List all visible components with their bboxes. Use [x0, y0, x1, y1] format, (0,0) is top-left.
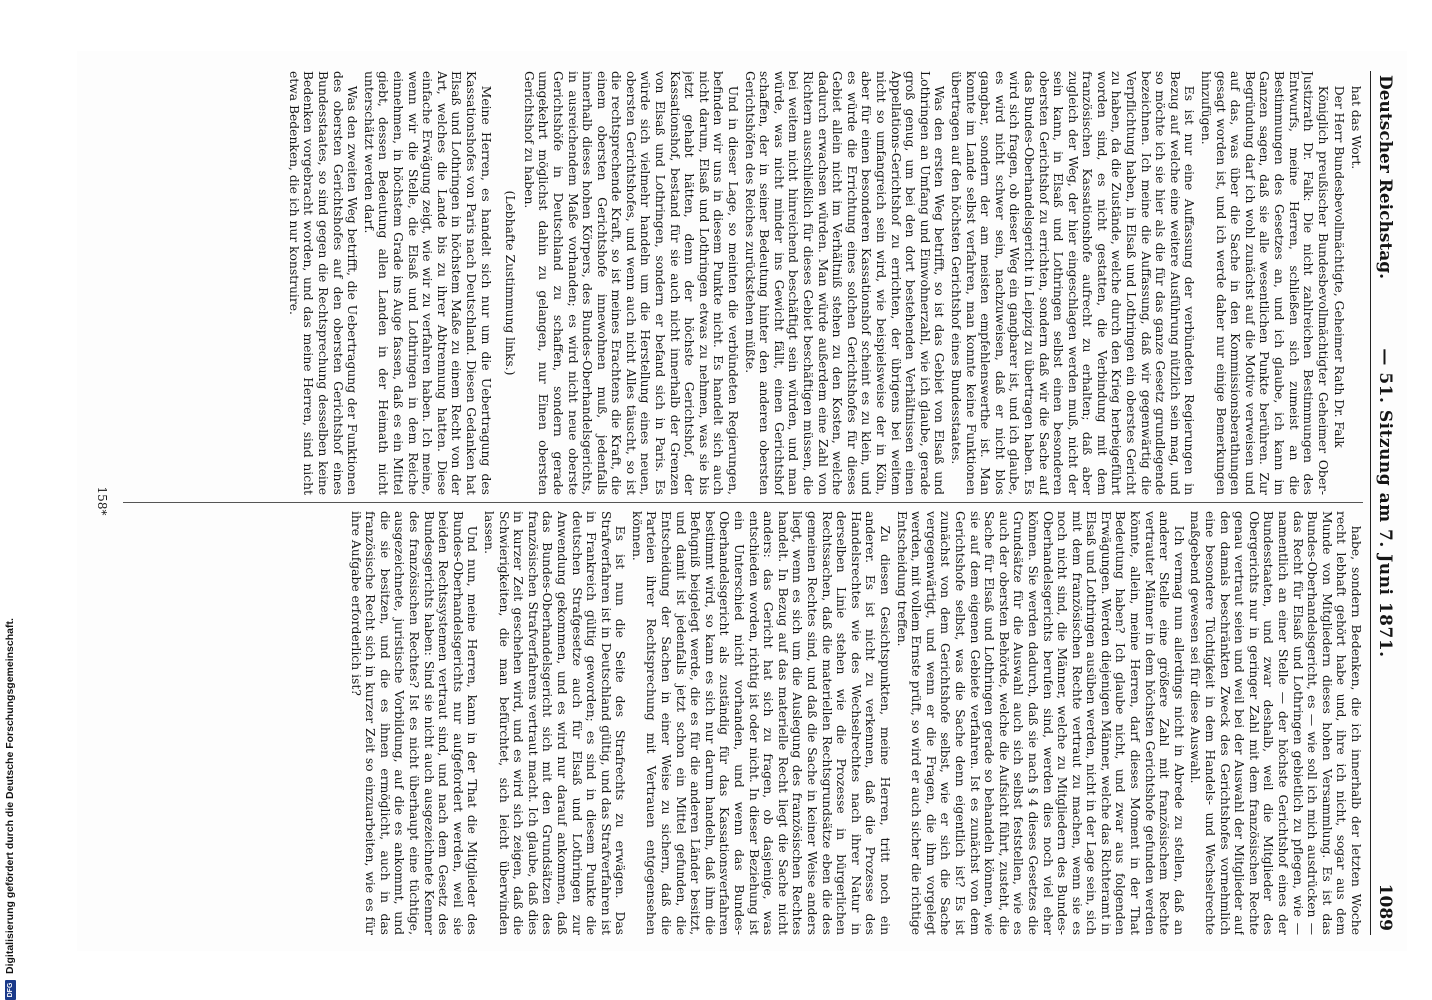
- header-publication: Deutscher Reichstag.: [1375, 75, 1395, 280]
- left-text-column: [123, 71, 1363, 495]
- paragraph: habe, sondern Bedenken, die ich innerhalb der letzten Woche recht lebhaft gehört habe und, ihre ich nicht, sogar aus dem Munde von Mitgliedern dieses hohen Versammlung. Es ist das Bundes-Oberhandelsgericht, es — wie soll ich mich ausdrücken — das Recht für Elsaß und Lothringen gebietlich zu pflegen, wie — namentlich an einer Stelle — der höchste Gerichtshof eines der Bundesstaaten, und zwar deshalb, weil die Mitglieder des Obergerichts nur in geringer Zahl mit dem französischen Rechte genau vertraut seien und weil bei der Auswahl der Mitglieder auf den damals beschränkten Zweck des Gerichtshofes vornehmlich eine besondere Tüchtigkeit in dem Handels- und Wechselrechte maßgebend gewesen sei für diese Auswahl.: [1188, 511, 1363, 935]
- dfg-logo: DFG: [5, 980, 16, 1000]
- header-session: — 51. Sitzung am 7. Juni 1871.: [1375, 348, 1395, 658]
- header-page-number: 1089: [1375, 883, 1395, 931]
- scanned-page-container: [66, 26, 1418, 976]
- applause-note: (Lebhafte Zustimmung links.): [503, 190, 518, 376]
- credit-text: Digitalisierung gefördert durch die Deutsche Forschungsgemeinschaft.: [4, 618, 16, 974]
- running-header: [1370, 71, 1397, 935]
- paragraph: Zu diesen Gesichtspunkten, meine Herren, tritt noch ein anderer. Es ist nicht zu verkennen, daß die Prozesse des Handelsrechtes wie des Wechselrechtes nach ihrer Natur in derselben Linie stehen wie die Prozesse in bürgerlichen Rechtssachen, daß die materiellen Rechtsgrundsätze eben die des gemeinen Rechtes sind, und daß die Sache in keiner Weise anders liegt, wenn es sich um die Auslegung des französischen Rechtes handelt. In Bezug auf das materielle Recht liegt die Sache nicht anders: das Gericht hat sich zu fragen, ob dasjenige, was entschieden worden, richtig ist oder nicht. In dieser Beziehung ist ein Unterschied nicht vorhanden, und wenn das Bundes-Oberhandelsgericht als zuständig für das Kassationsverfahren bestimmt wird, so kann es sich nur darum handeln, daß ihm die Befugniß beigelegt werde, die es für die anderen Länder besitzt, und damit ist jedenfalls jetzt schon ein Mittel gefunden, die Entscheidung der Sachen in einer Weise zu sichern, daß die Parteien ihrer Rechtsprechung mit Vertrauen entgegensehen können.: [629, 511, 892, 935]
- paragraph: Was den zweiten Weg betrifft, die Uebertragung der Funktionen des obersten Gerichtshofes auf den obersten Gerichtshof eines Bundesstaates, so sind gegen die Rechtsprechung desselben keine Bedenken vorgebracht worden, und das meine Herren, sind nicht etwa Bedenken, die ich nur konstruire.: [286, 71, 360, 495]
- paragraph: hat das Wort.: [1349, 85, 1363, 170]
- scanned-page: [77, 51, 1407, 951]
- right-text-column: [123, 511, 1363, 935]
- paragraph: Es ist nur eine Auffassung der verbündeten Regierungen in Bezug auf welche eine weitere Ausführung nützlich sein mag, und so möchte ich sie hier als die für das ganze Gesetz grundlegende bezeichnen. Ich meine die Auffassung, daß wir gegenwärtig die Verpflichtung haben, in Elsaß und Lothringen ein oberstes Gericht zu haben, da die Zustände, welche durch den Krieg herbeigeführt worden sind, es nicht gestatten, die Verbindung mit dem französischen Kassationshofe aufrecht zu erhalten; daß aber zugleich der Weg, der hier eingeschlagen werden muß, nicht der sein kann, in Elsaß und Lothringen selbst einen besonderen obersten Gerichtshof zu errichten, sondern daß wir die Sache auf das Bundes-Oberhandelsgericht in Leipzig zu übertragen haben. Es wird sich fragen, ob dieser Weg ein gangbarer ist, und ich glaube, es wird nicht schwer sein, nachzuweisen, daß er nicht blos gangbar, sondern der am meisten empfehlenswerthe ist. Man konnte im Lande selbst verfahren, man konnte keine Funktionen übertragen auf den höchsten Gerichtshof eines Bundesstaates.: [948, 71, 1197, 495]
- paragraph: Es ist nun die Seite des Strafrechts zu erwägen. Das Strafverfahren ist in Deutschland gültig, und das Strafverfahren ist in Frankreich gültig geworden; es sind in diesem Punkte die deutschen Strafgesetze auch für Elsaß und Lothringen zur Anwendung gekommen, und es wird nur darauf ankommen, daß das Bundes-Oberhandelsgericht sich mit den Grundsätzen des französischen Strafverfahrens vertraut macht. Ich glaube, daß dies in kurzer Zeit geschehen wird, und es wird sich zeigen, daß die Schwierigkeiten, die man befürchtet, sich leicht überwinden lassen.: [481, 511, 628, 935]
- paragraph: Ich vermag nun allerdings nicht in Abrede zu stellen, daß an anderer Stelle eine größere Zahl mit französischem Rechte vertrauter Männer in dem höchsten Gerichtshofe gefunden werden könnte, allein, meine Herren, darf dieses Moment in der That Bedeutung haben? Ich glaube nicht, und zwar aus folgenden Erwägungen. Werden diejenigen Männer, welche das Richteramt in Elsaß und Lothringen ausüben werden, nicht in der Lage sein, sich mit dem französischen Rechte vertraut zu machen, wenn sie es noch nicht sind, die Männer, welche zu Mitgliedern des Bundes-Oberhandelsgerichts berufen sind, werden dies noch viel eher können. Sie werden dadurch, daß sie nach § 4 dieses Gesetzes die Grundsätze für die Auswahl auch sich selbst feststellen, wie es auch der obersten Behörde, welche die Aufsicht führt, zusteht, die Sache für Elsaß und Lothringen gerade so behandeln können, wie sie auf dem eigenen Gebiete verfahren. Ist es zunächst von dem Gerichtshofe selbst, was die Sache denn eigentlich ist? Es ist zunächst von dem Gerichtshofe selbst, wie er sich die Sache vergegenwärtigt, und wenn er die Fragen, die ihm vorgelegt werden, mit vollem Ernste prüft, so wird er auch sicher die richtige Entscheidung treffen.: [894, 511, 1186, 935]
- paragraph: Und in dieser Lage, so meinten die verbündeten Regierungen, befinden wir uns in diesem Punkte nicht. Es handelt sich auch nicht darum, Elsaß und Lothringen etwas zu nehmen, was sie bis jetzt gehabt hätten, denn der höchste Gerichtshof, der Kassationshof, bestand für sie auch nicht innerhalb der Grenzen von Elsaß und Lothringen, sondern er befand sich in Paris. Es würde sich vielmehr handeln um die Herstellung eines neuen, obersten Gerichtshofes, und wenn auch nicht Alles täuscht, so ist die rechtsprechende Kraft, so ist meines Erachtens die Kraft, die einem obersten Gerichtshofe innewohnen muß, jedenfalls innerhalb dieses hohen Körpers, des Bundes-Oberhandelsgerichts, in ausreichendem Maße vorhanden; es wird nicht neue oberste Gerichtshöfe in Deutschland zu schaffen, sondern gerade umgekehrt möglichst dahin zu gelangen, nur Einen obersten Gerichtshof zu haben.: [521, 71, 741, 495]
- paragraph: Der Herr Bundesbevollmächtigte, Geheimer Rath Dr. Falk: [1332, 85, 1347, 448]
- paragraph: Und nun, meine Herren, kann in der That die Mitglieder des Bundes-Oberhandelsgerichts nur aufgefordert werden, weil sie beiden Rechtssystemen vertraut sind, und nach dem Gesetz des Bundesgerichts haben: Sind sie nicht auch ausgezeichnete Kenner des französischen Rechtes? Ist es nicht überhaupt eine tüchtige, ausgezeichnete, juristische Vorbildung, auf die es ankommt, und die sie besitzen, und die es ihnen ermöglicht, auch in das französische Recht sich in kurzer Zeit so einzuarbeiten, wie es für ihre Aufgabe erforderlich ist?: [348, 511, 480, 935]
- paragraph: Was den ersten Weg betrifft, so ist das Gebiet von Elsaß und Lothringen an Umfang und Einwohnerzahl, wie ich glaube, gerade groß genug, um bei den dort bestehenden Verhältnissen einen Appellations-Gerichtshof zu errichten, der übrigens bei weitem nicht so umfangreich sein wird, wie beispielsweise der in Köln, aber für einen besonderen Kassationshof scheint es zu klein, und es würde die Errichtung eines solchen Gerichtshofes für dieses Gebiet allein nicht im Verhältniß stehen zu den Kosten, welche dadurch erwachsen würden. Man würde außerdem eine Zahl von Richtern ausschließlich für dieses Gebiet beschäftigen müssen, die bei weitem nicht hinreichend beschäftigt sein würden, und man würde, was nicht minder ins Gewicht fällt, einen Gerichtshof schaffen, der in seiner Bedeutung hinter den anderen obersten Gerichtshöfen des Reiches zurückstehen müßte.: [742, 71, 947, 495]
- paragraph: Meine Herren, es handelt sich nur um die Uebertragung des Kassationshofes von Paris nach Deutschland. Diesen Gedanken hat Elsaß und Lothringen in höchstem Maße zu einem Recht von der Art, welches die Lande bis zu ihrer Abtrennung hatten. Diese einfache Erwägung zeigt, wie wir zu verfahren haben. Ich meine, wenn wir die Stelle, die Elsaß und Lothringen in dem Reiche einnehmen, in höchstem Grade ins Auge fassen, daß es ein Mittel giebt, dessen Bedeutung allen Landen in der Heimath nicht unterschätzt werden darf.: [361, 71, 493, 495]
- footer-sheet-number: 158*: [95, 486, 109, 516]
- digitization-credit: [4, 560, 16, 1000]
- column-divider: [123, 502, 1363, 503]
- paragraph: Königlich preußischer Bundesbevollmächtigter Geheimer Ober-Justizrath Dr. Falk: Die nicht zahlreichen Bestimmungen des Entwurfs, meine Herren, schließen sich zumeist an die Bestimmungen des Gesetzes an, und ich glaube, ich kann im Ganzen sagen, daß sie alle wesentlichen Punkte berühren. Zur Begründung darf ich wohl zunächst auf die Motive verweisen und auf das, was über die Sache in den Kommissionsberathungen gesagt worden ist, und ich werde daher nur einige Bemerkungen hinzufügen.: [1199, 71, 1330, 495]
